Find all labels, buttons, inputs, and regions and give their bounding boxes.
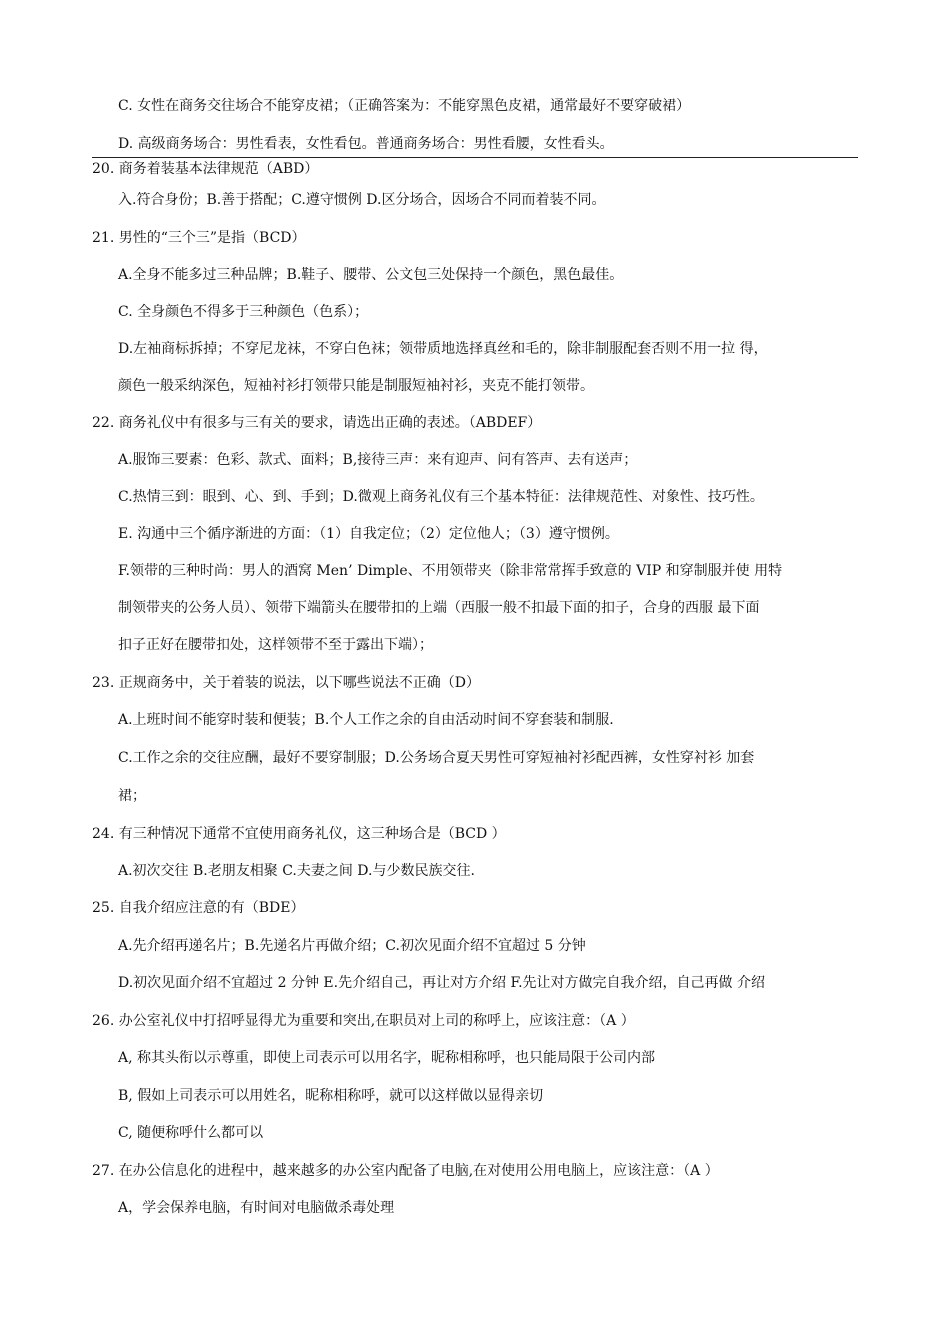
option-line: 裙；	[118, 788, 146, 804]
option-line: C.工作之余的交往应酬，最好不要穿制服；D.公务场合夏天男性可穿短袖衬衫配西裤，女性穿衬衫 加套	[118, 750, 755, 766]
option-line: A.上班时间不能穿时装和便装；B.个人工作之余的自由活动时间不穿套装和制服.	[118, 712, 614, 728]
question-27: 27. 在办公信息化的进程中，越来越多的办公室内配备了电脑,在对使用公用电脑上，应该注意：（A ）	[92, 1163, 719, 1179]
option-line: D.左袖商标拆掉；不穿尼龙袜，不穿白色袜；领带质地选择真丝和毛的，除非制服配套否则不用一拉 得，	[118, 341, 768, 357]
option-line: C.热情三到：眼到、心、到、手到；D.微观上商务礼仪有三个基本特征：法律规范性、对象性、技巧性。	[118, 489, 764, 505]
question-25: 25. 自我介绍应注意的有（BDE）	[92, 900, 305, 916]
option-line: 制领带夹的公务人员）、领带下端箭头在腰带扣的上端（西服一般不扣最下面的扣子，合身的西服 最下面	[118, 600, 760, 616]
option-line: A, 称其头衔以示尊重，即使上司表示可以用名字，昵称相称呼，也只能局限于公司内部	[118, 1050, 656, 1066]
option-line: 颜色一般采纳深色，短袖衬衫打领带只能是制服短袖衬衫，夹克不能打领带。	[118, 378, 594, 394]
option-line: D. 高级商务场合：男性看表，女性看包。普通商务场合：男性看腰，女性看头。	[118, 136, 614, 152]
option-line: A.初次交往 B.老朋友相聚 C.夫妻之间 D.与少数民族交往.	[118, 863, 475, 879]
option-line: F.领带的三种时尚：男人的酒窝 Men’ Dimple、不用领带夹（除非常常挥手致意的 VIP 和穿制服并使 用特	[118, 563, 783, 579]
question-21: 21. 男性的“三个三”是指（BCD）	[92, 230, 306, 246]
question-22: 22. 商务礼仪中有很多与三有关的要求，请选出正确的表述。（ABDEF）	[92, 415, 542, 431]
option-line: C. 全身颜色不得多于三种颜色（色系）；	[118, 304, 369, 320]
option-line: A.先介绍再递名片；B.先递名片再做介绍；C.初次见面介绍不宜超过 5 分钟	[118, 938, 586, 954]
question-20: 20. 商务着装基本法律规范（ABD）	[92, 161, 319, 177]
option-line: 扣子正好在腰带扣处，这样领带不至于露出下端）；	[118, 637, 433, 653]
option-line: B, 假如上司表示可以用姓名，昵称相称呼，就可以这样做以显得亲切	[118, 1088, 544, 1104]
question-26: 26. 办公室礼仪中打招呼显得尤为重要和突出,在职员对上司的称呼上，应该注意：（A ）	[92, 1013, 635, 1029]
option-line: A.服饰三要素：色彩、款式、面料；B,接待三声：来有迎声、问有答声、去有送声；	[118, 452, 638, 468]
page-header-rule	[92, 157, 858, 158]
question-24: 24. 有三种情况下通常不宜使用商务礼仪，这三种场合是（BCD ）	[92, 826, 506, 842]
option-line: A.全身不能多过三种品牌；B.鞋子、腰带、公文包三处保持一个颜色，黑色最佳。	[118, 267, 624, 283]
question-23: 23. 正规商务中，关于着装的说法，以下哪些说法不正确（D）	[92, 675, 480, 691]
option-line: C. 女性在商务交往场合不能穿皮裙；（正确答案为：不能穿黑色皮裙，通常最好不要穿破裙）	[118, 98, 691, 114]
option-line: 入.符合身份；B.善于搭配；C.遵守惯例 D.区分场合，因场合不同而着装不同。	[118, 192, 606, 208]
option-line: D.初次见面介绍不宜超过 2 分钟 E.先介绍自己，再让对方介绍 F.先让对方做完自我介绍，自己再做 介绍	[118, 975, 765, 991]
option-line: A，学会保养电脑，有时间对电脑做杀毒处理	[118, 1200, 395, 1216]
option-line: E. 沟通中三个循序渐进的方面：（1）自我定位；（2）定位他人；（3）遵守惯例。	[118, 526, 619, 542]
option-line: C, 随便称呼什么都可以	[118, 1125, 264, 1141]
